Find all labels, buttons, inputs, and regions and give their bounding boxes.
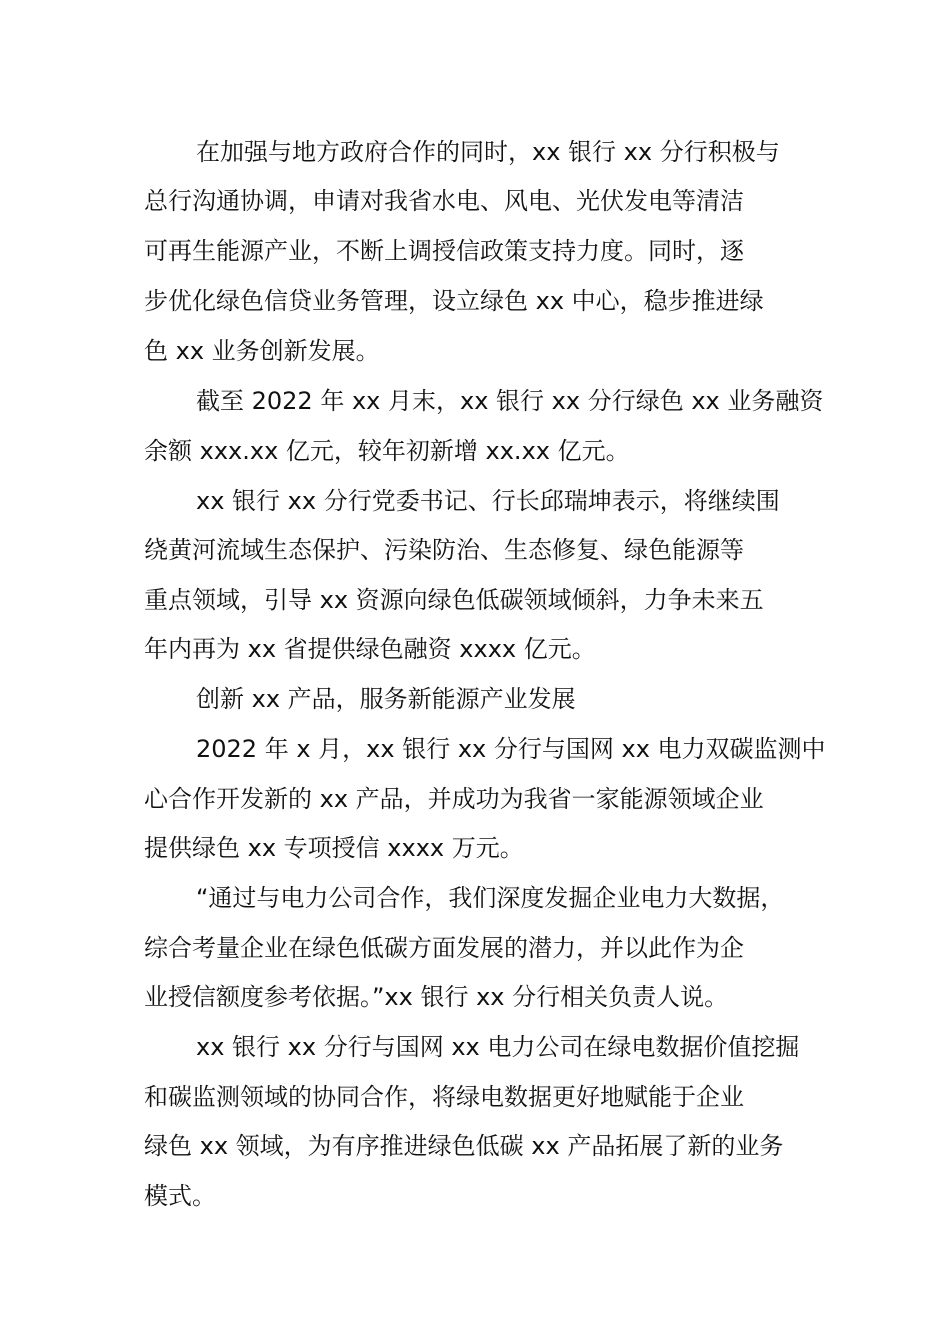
paragraph-4-line-3: 提供绿色 xx 专项授信 xxxx 万元。 [144,834,524,862]
paragraph-6-line-1: xx 银行 xx 分行与国网 xx 电力公司在绿电数据价值挖掘 [196,1033,800,1061]
paragraph-5-line-3: 业授信额度参考依据。”xx 银行 xx 分行相关负责人说。 [144,983,729,1011]
paragraph-6-line-2: 和碳监测领域的协同合作，将绿电数据更好地赋能于企业 [144,1083,744,1111]
paragraph-2-line-1: 截至 2022 年 xx 月末，xx 银行 xx 分行绿色 xx 业务融资 [196,387,824,415]
paragraph-6-line-3: 绿色 xx 领域，为有序推进绿色低碳 xx 产品拓展了新的业务 [144,1132,784,1160]
paragraph-3-line-3: 重点领域，引导 xx 资源向绿色低碳领域倾斜，力争未来五 [144,586,764,614]
paragraph-1-line-3: 可再生能源产业，不断上调授信政策支持力度。同时，逐 [144,237,744,265]
section-heading: 创新 xx 产品，服务新能源产业发展 [196,685,576,713]
paragraph-1-line-4: 步优化绿色信贷业务管理，设立绿色 xx 中心，稳步推进绿 [144,287,764,315]
paragraph-6-line-4: 模式。 [144,1182,216,1210]
paragraph-4-line-1: 2022 年 x 月，xx 银行 xx 分行与国网 xx 电力双碳监测中 [196,735,826,763]
paragraph-1-line-1: 在加强与地方政府合作的同时，xx 银行 xx 分行积极与 [196,138,780,166]
paragraph-1-line-2: 总行沟通协调，申请对我省水电、风电、光伏发电等清洁 [144,187,744,215]
paragraph-2-line-2: 余额 xxx.xx 亿元，较年初新增 xx.xx 亿元。 [144,437,630,465]
paragraph-5-line-2: 综合考量企业在绿色低碳方面发展的潜力，并以此作为企 [144,934,744,962]
paragraph-3-line-1: xx 银行 xx 分行党委书记、行长邱瑞坤表示，将继续围 [196,487,780,515]
paragraph-3-line-2: 绕黄河流域生态保护、污染防治、生态修复、绿色能源等 [144,536,744,564]
paragraph-1-line-5: 色 xx 业务创新发展。 [144,337,380,365]
paragraph-3-line-4: 年内再为 xx 省提供绿色融资 xxxx 亿元。 [144,635,596,663]
paragraph-4-line-2: 心合作开发新的 xx 产品，并成功为我省一家能源领域企业 [144,785,764,813]
paragraph-5-line-1: “通过与电力公司合作，我们深度发掘企业电力大数据， [196,884,785,912]
